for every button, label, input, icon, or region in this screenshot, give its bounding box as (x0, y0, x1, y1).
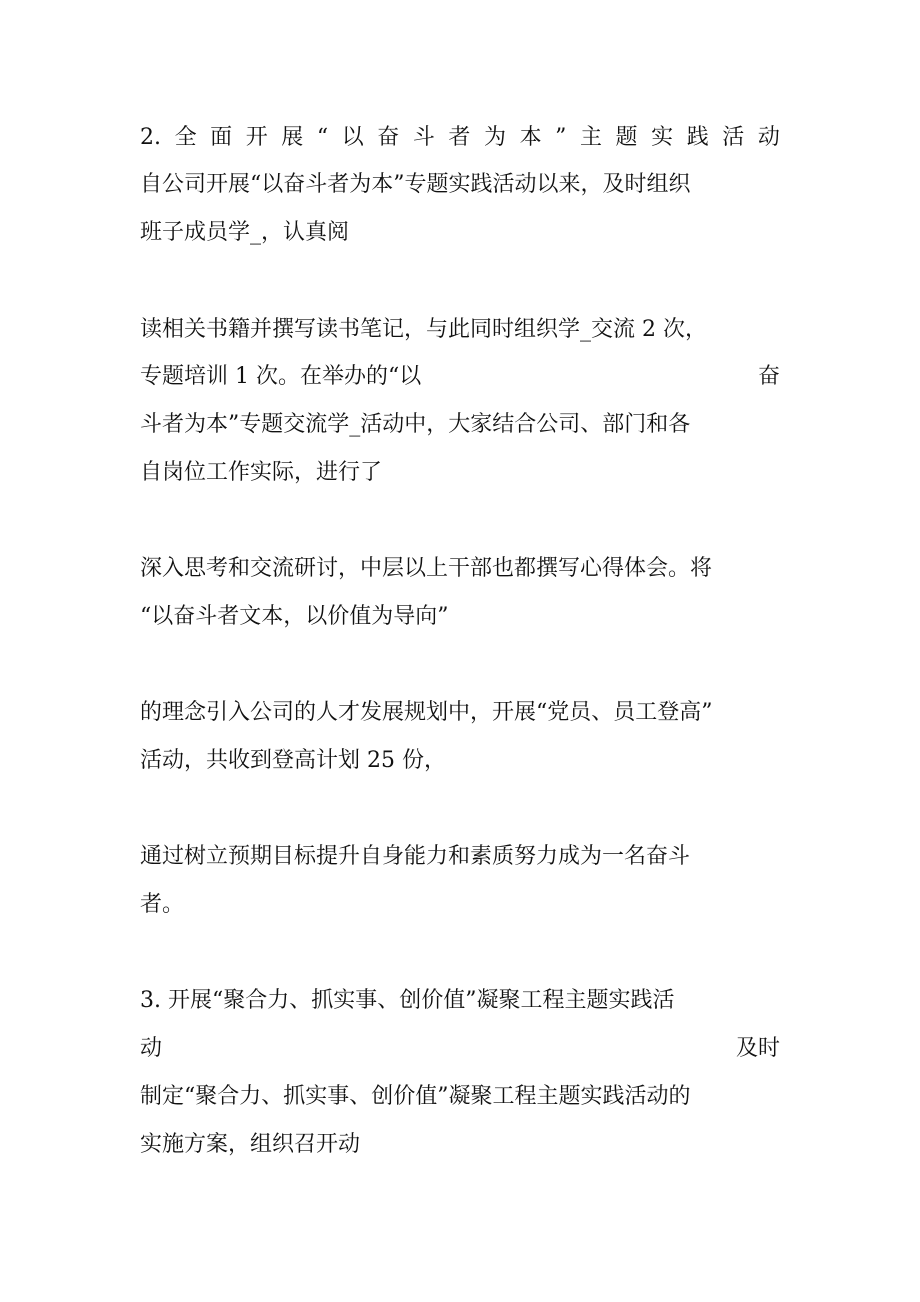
paragraph-line (140, 315, 780, 345)
line-text: 的理念引入公司的人才发展规划中，开展“党员、员工登高” (140, 700, 713, 725)
line-text: 活动，共收到登高计划 25 份， (140, 748, 446, 773)
heading-char: “ (316, 125, 329, 150)
heading-char: 以 (341, 125, 364, 150)
heading-char: 动 (757, 125, 780, 150)
paragraph-line (140, 890, 780, 920)
heading-text: 3. 开展“聚合力、抓实事、创价值”凝聚工程主题实践活 (140, 988, 675, 1013)
paragraph-line (140, 698, 780, 728)
heading-char: 全 (174, 125, 197, 150)
line-text: 实施方案，组织召开动 (140, 1132, 361, 1157)
heading-char: 者 (448, 125, 471, 150)
paragraph-line (140, 170, 780, 200)
line-text: 通过树立预期目标提升自身能力和素质努力成为一名奋斗 (140, 844, 691, 869)
heading-char: ” (555, 125, 567, 150)
heading-char: 践 (686, 125, 709, 150)
paragraph-line (140, 554, 780, 584)
heading-char: 活 (722, 125, 745, 150)
heading-char: 本 (519, 125, 542, 150)
heading-char: 题 (615, 125, 638, 150)
line-text: “以奋斗者文本，以价值为导向” (140, 604, 449, 629)
heading-char: 2. (140, 125, 161, 150)
heading-char: 开 (245, 125, 268, 150)
paragraph-line (140, 602, 780, 632)
heading-char: 主 (579, 125, 602, 150)
line-text-right: 及时 (735, 1036, 780, 1061)
paragraph-line (140, 362, 780, 392)
paragraph-line (140, 410, 780, 440)
heading-char: 为 (484, 125, 507, 150)
paragraph-line (140, 746, 780, 776)
heading-char: 斗 (412, 125, 435, 150)
line-text: 动 (140, 1036, 163, 1061)
paragraph-line (140, 842, 780, 872)
paragraph-line (140, 458, 780, 488)
paragraph-line (140, 1130, 780, 1160)
line-text: 斗者为本”专题交流学_活动中，大家结合公司、部门和各 (140, 412, 691, 437)
line-text: 者。 (140, 892, 185, 917)
line-text: 深入思考和交流研讨，中层以上干部也都撰写心得体会。将 (140, 556, 713, 581)
line-text: 自公司开展“以奋斗者为本”专题实践活动以来，及时组织 (140, 172, 691, 197)
line-text: 制定“聚合力、抓实事、创价值”凝聚工程主题实践活动的 (140, 1084, 691, 1109)
heading-char: 面 (210, 125, 233, 150)
line-text: 专题培训 1 次。在举办的“以 (140, 364, 422, 389)
heading-char: 实 (651, 125, 674, 150)
line-text: 班子成员学_，认真阅 (140, 220, 350, 245)
section-heading-3 (140, 986, 780, 1016)
line-text: 自岗位工作实际，进行了 (140, 460, 383, 485)
line-text-right: 奋 (757, 364, 780, 389)
heading-char: 奋 (377, 125, 400, 150)
heading-char: 展 (281, 125, 304, 150)
paragraph-line (140, 218, 780, 248)
section-heading-2 (140, 123, 780, 153)
line-text: 读相关书籍并撰写读书笔记，与此同时组织学_交流 2 次， (140, 317, 707, 342)
paragraph-line (140, 1034, 780, 1064)
paragraph-line (140, 1082, 780, 1112)
